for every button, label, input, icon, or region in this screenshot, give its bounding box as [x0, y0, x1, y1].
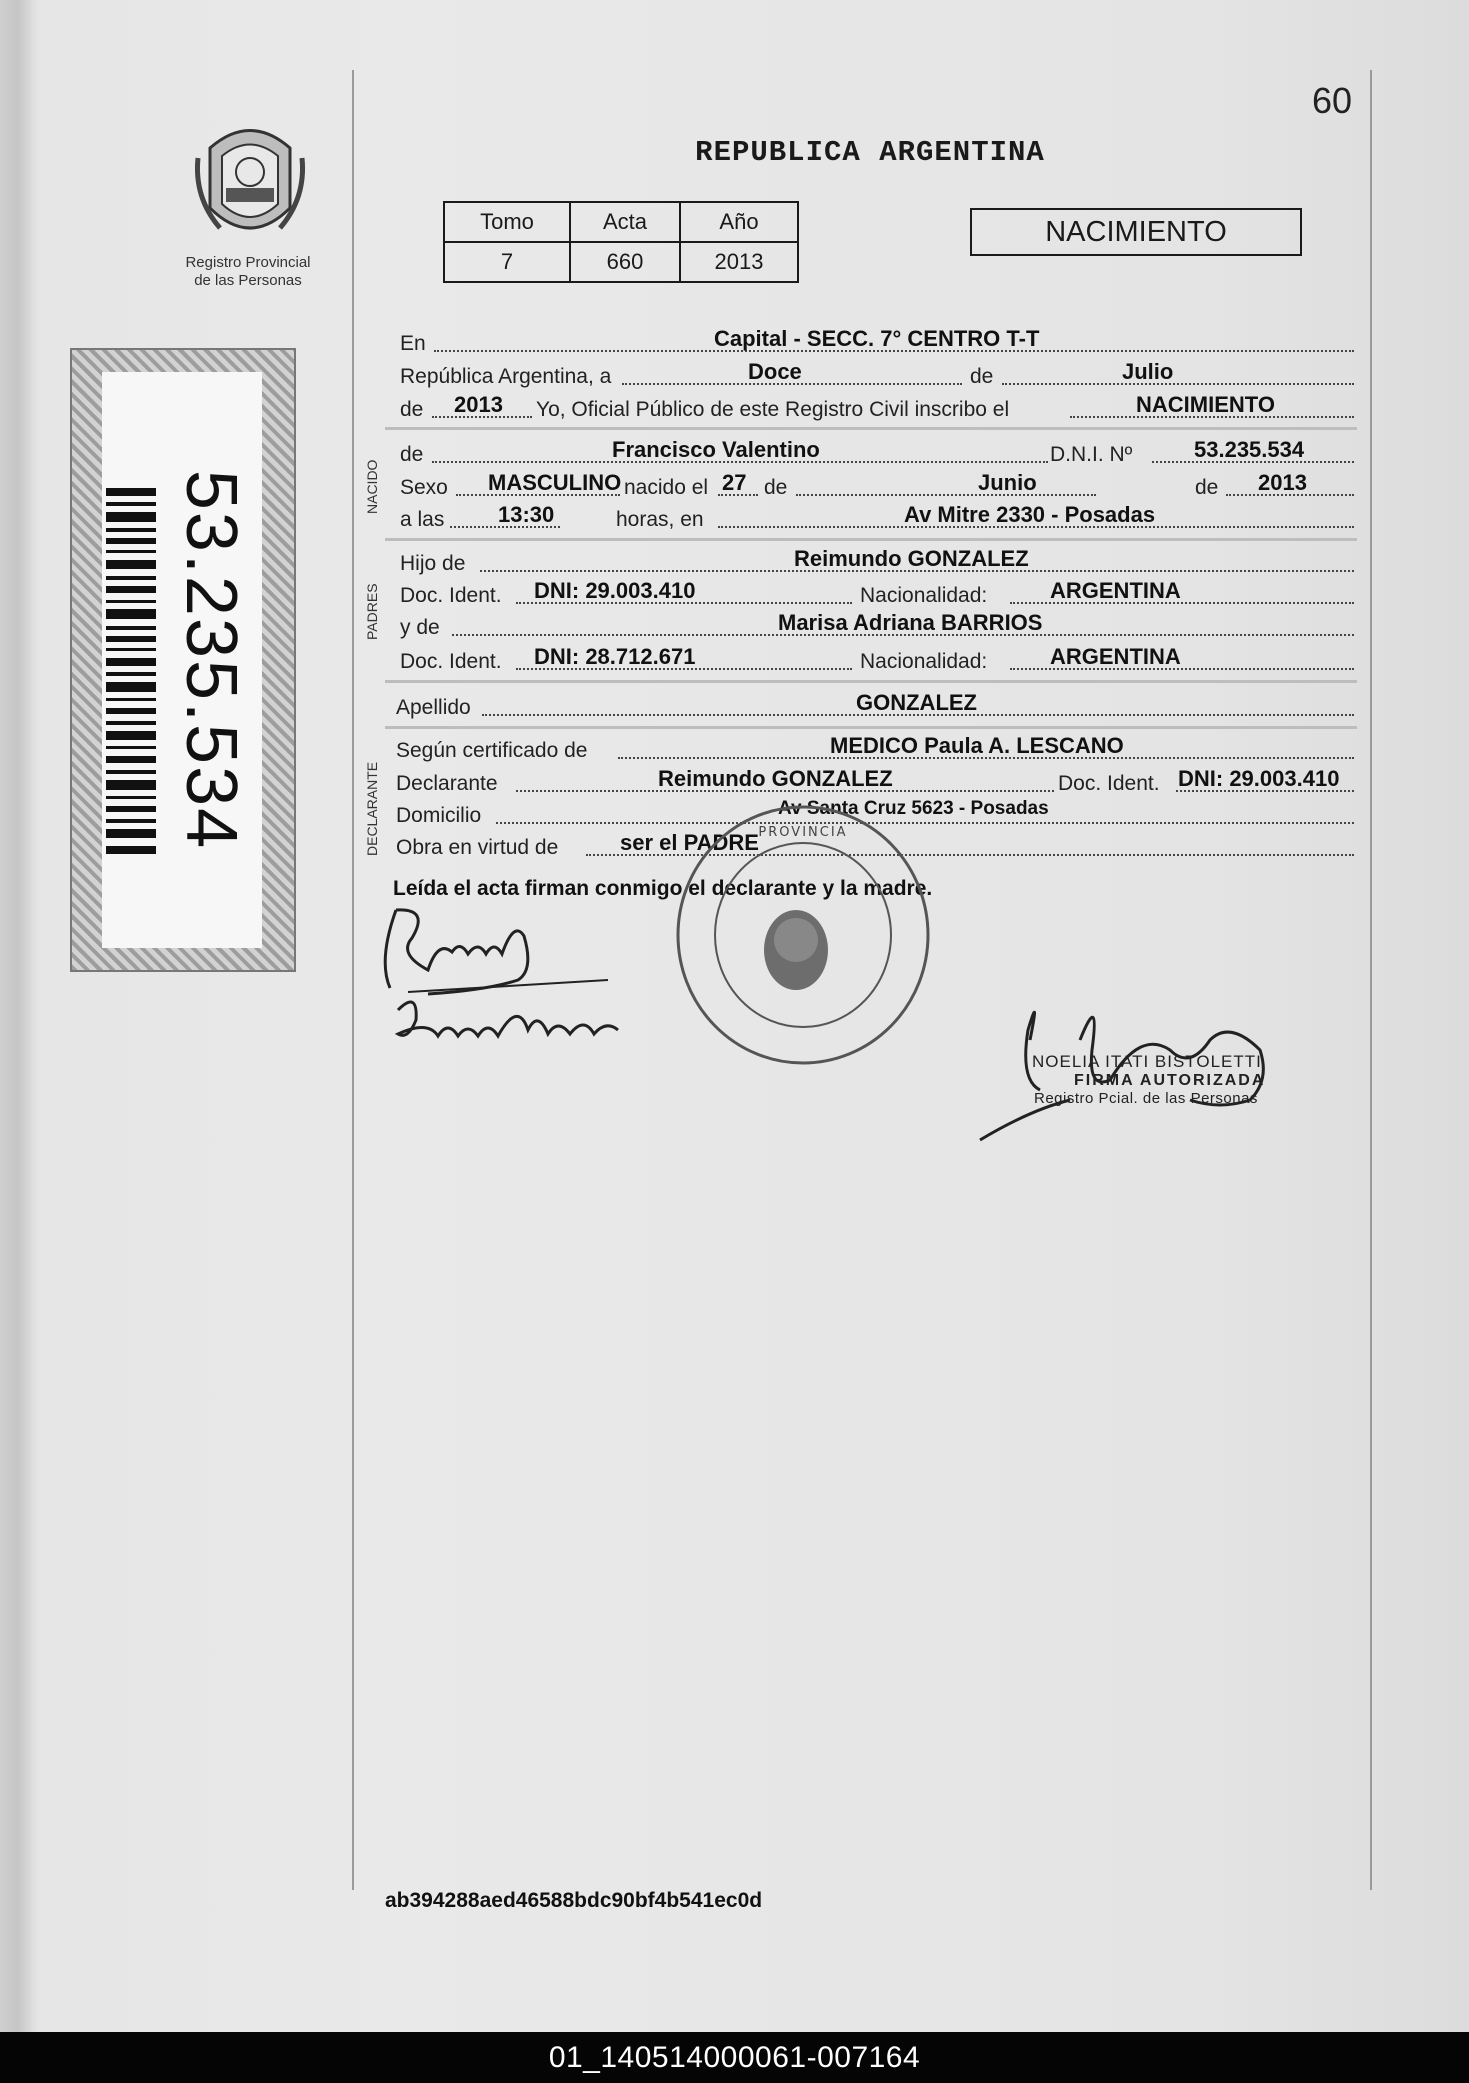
- tomo-header: Tomo: [444, 202, 570, 242]
- section-padres-label: PADRES: [364, 583, 380, 640]
- de-birth-label: de: [764, 476, 788, 499]
- official-title: FIRMA AUTORIZADA: [1074, 1072, 1266, 1089]
- surname-row: [396, 690, 1354, 722]
- mother-doc-row: [400, 644, 1354, 676]
- de-name-label: de: [400, 443, 424, 466]
- anio-header: Año: [680, 202, 798, 242]
- file-id-bar: [0, 2032, 1469, 2083]
- day-value: Doce: [748, 359, 802, 384]
- mother-nat-label: Nacionalidad:: [860, 650, 988, 673]
- barcode-icon: [106, 488, 156, 858]
- certificate-row: [396, 733, 1354, 765]
- registry-line-1: Registro Provincial: [185, 254, 311, 271]
- side-card-number: 53.235.534: [171, 469, 251, 851]
- sexo-label: Sexo: [400, 476, 448, 499]
- birth-month-value: Junio: [978, 470, 1037, 495]
- registry-name: [168, 254, 328, 290]
- nacido-label: nacido el: [624, 476, 709, 499]
- place-row: [400, 326, 1354, 358]
- reference-table: [443, 201, 799, 283]
- date-row: [400, 359, 1354, 391]
- divider-3: [385, 680, 1357, 683]
- document-hash: ab394288aed46588bdc90bf4b541ec0d: [385, 1889, 763, 1912]
- year-value: 2013: [454, 392, 503, 417]
- svg-text:PROVINCIA: PROVINCIA: [758, 825, 848, 840]
- sex-value: MASCULINO: [488, 470, 622, 495]
- role-value: ser el PADRE: [620, 830, 759, 855]
- event-value: NACIMIENTO: [1136, 392, 1275, 417]
- father-doc-row: [400, 578, 1354, 610]
- horas-label: horas, en: [616, 508, 704, 531]
- de-label: de: [970, 365, 994, 388]
- divider-2: [385, 538, 1357, 541]
- mother-value: Marisa Adriana BARRIOS: [778, 610, 1043, 635]
- time-value: 13:30: [498, 502, 555, 527]
- declarant-doc-label: Doc. Ident.: [1058, 772, 1160, 795]
- father-value: Reimundo GONZALEZ: [794, 546, 1029, 571]
- declarant-row: [396, 766, 1354, 798]
- registry-line-2: de las Personas: [194, 272, 302, 289]
- name-row: [400, 437, 1354, 469]
- dots: [796, 494, 1096, 496]
- father-row: [400, 546, 1354, 578]
- de-birth-year-label: de: [1195, 476, 1219, 499]
- month-value: Julio: [1122, 359, 1174, 384]
- y-de-label: y de: [400, 616, 440, 639]
- domicilio-label: Domicilio: [396, 804, 482, 827]
- a-las-label: a las: [400, 508, 445, 531]
- mother-signature-icon: [388, 990, 638, 1050]
- dots: [1002, 383, 1354, 385]
- reference-value-row: [444, 242, 798, 282]
- acta-value: 660: [570, 242, 680, 282]
- surname-value: GONZALEZ: [856, 690, 977, 715]
- republica-label: República Argentina, a: [400, 365, 612, 388]
- year-row: [400, 392, 1354, 424]
- declarant-doc-value: DNI: 29.003.410: [1178, 766, 1340, 791]
- mother-doc-value: DNI: 28.712.671: [534, 644, 696, 669]
- divider-1: [385, 427, 1357, 430]
- declarant-signature-icon: [368, 900, 608, 1000]
- anio-value: 2013: [680, 242, 798, 282]
- father-doc-value: DNI: 29.003.410: [534, 578, 696, 603]
- province-crest-icon: [190, 118, 310, 250]
- child-name-value: Francisco Valentino: [612, 437, 820, 462]
- official-office: Registro Pcial. de las Personas: [1034, 1090, 1258, 1107]
- declarant-value: Reimundo GONZALEZ: [658, 766, 893, 791]
- birth-day-value: 27: [722, 470, 747, 495]
- en-label: En: [400, 332, 426, 355]
- reference-header-row: [444, 202, 798, 242]
- section-declarante-label: DECLARANTE: [364, 761, 380, 856]
- signing-statement: Leída el acta firman conmigo el declarante y la madre.: [393, 877, 933, 900]
- time-row: [400, 502, 1354, 534]
- hijo-label: Hijo de: [400, 552, 466, 575]
- file-id: 01_140514000061-007164: [548, 2040, 921, 2074]
- page-number: 60: [1312, 80, 1353, 121]
- birth-year-value: 2013: [1258, 470, 1307, 495]
- declarante-label: Declarante: [396, 772, 498, 795]
- place-value: Capital - SECC. 7° CENTRO T-T: [714, 326, 1040, 351]
- father-nat-value: ARGENTINA: [1050, 578, 1181, 603]
- address-value: Av Santa Cruz 5623 - Posadas: [778, 798, 1049, 819]
- sex-row: [400, 470, 1354, 502]
- right-margin-line: [1370, 70, 1372, 1890]
- left-margin-line: [352, 70, 354, 1890]
- dni-label: D.N.I. Nº: [1050, 443, 1133, 466]
- tomo-value: 7: [444, 242, 570, 282]
- apellido-label: Apellido: [396, 696, 471, 719]
- mother-row: [400, 610, 1354, 642]
- divider-4: [385, 726, 1357, 729]
- certificado-label: Según certificado de: [396, 739, 588, 762]
- yo-text: Yo, Oficial Público de este Registro Civil inscribo el: [536, 398, 1010, 421]
- de-year-label: de: [400, 398, 424, 421]
- acta-header: Acta: [570, 202, 680, 242]
- official-name: NOELIA ITATI BISTOLETTI: [1032, 1052, 1262, 1071]
- father-nat-label: Nacionalidad:: [860, 584, 988, 607]
- obra-label: Obra en virtud de: [396, 836, 559, 859]
- document-type-box: NACIMIENTO: [970, 208, 1302, 256]
- dni-value: 53.235.534: [1194, 437, 1305, 462]
- country-title: REPUBLICA ARGENTINA: [695, 136, 1045, 169]
- birth-place-value: Av Mitre 2330 - Posadas: [904, 502, 1156, 527]
- mother-doc-label: Doc. Ident.: [400, 650, 502, 673]
- official-stamp-icon: [668, 800, 938, 1070]
- certificate-value: MEDICO Paula A. LESCANO: [830, 733, 1124, 758]
- official-signature-block: [1032, 1052, 1352, 1107]
- father-doc-label: Doc. Ident.: [400, 584, 502, 607]
- section-nacido-label: NACIDO: [364, 459, 380, 514]
- mother-nat-value: ARGENTINA: [1050, 644, 1181, 669]
